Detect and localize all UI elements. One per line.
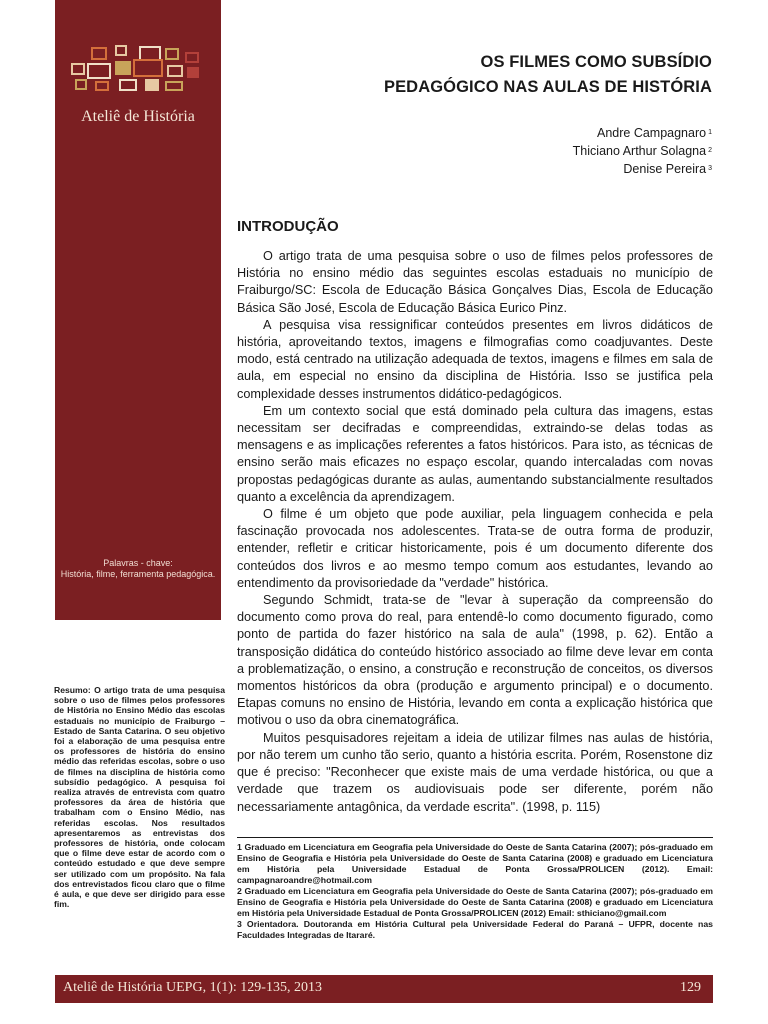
paragraph: O filme é um objeto que pode auxiliar, pela linguagem conhecida e pela fascinação provocada nos adolescentes. Trata-se de outra forma de produzir, entender, refletir e criticar historicamente, pois é um documento diferente dos conteúdos dos livros e ao mesmo tempo comum aos estudantes, levando ao entendimento da provisoriedade da "verdade" histórica.	[237, 507, 713, 590]
paragraph: O artigo trata de uma pesquisa sobre o uso de filmes pelos professores de História no ensino médio das seguintes escolas estaduais no município de Fraiburgo/SC: Escola de Educação Básica Gonçalves Dias, Escola de Educação Básica São José, Escola de Educação Básica Eurico Pinz.	[237, 249, 713, 315]
author-list	[412, 124, 712, 178]
footnote: 2 Graduado em Licenciatura em Geografia pela Universidade do Oeste de Santa Catarina (2007); pós-graduado em Ensino de Geografia e História pela Universidade do Oeste de Santa Catarina (2008) e graduado em Licenciatura em História pela Universidade Estadual de Ponta Grossa/PROLICEN (2012) Email: sthiciano@gmail.com	[237, 886, 713, 918]
author: Thiciano Arthur Solagna $^2$	[572, 144, 712, 158]
paragraph: Em um contexto social que está dominado pela cultura das imagens, estas necessitam ser decifradas e compreendidas, extraindo-se delas todas as mensagens e as implicações referentes a fatos históricos. Para isto, as técnicas de ensino serão mais eficazes no espaço escolar, quando intercaladas com novas propostas pedagógicas durante as aulas, aumentando substancialmente resultados quanto a excelência da aprendizagem.	[237, 403, 713, 504]
keywords-label: Palavras - chave:	[103, 558, 173, 568]
abstract: Resumo: O artigo trata de uma pesquisa sobre o uso de filmes pelos professores de História no Ensino Médio das escolas estaduais no município de Fraiburgo – Estado de Santa Catarina. O seu objetivo foi a elaboração de uma pesquisa entre os professores de história do ensino médio das referidas escolas, sobre o uso de filmes na disciplina de história como subsídio pedagógico. A pesquisa foi realiza através de entrevista com quatro professores da área de história que trabalham com o Ensino Médio, nas referidas escolas. Nos resultados apresentaremos as entrevistas dos professores de história, onde colocam que o filme deve estar de acordo com o conteúdo estudado e que deve sempre ser utilizado com um propósito. Na fala dos entrevistados ficou claro que o filme é aula, e que deve ser dirigido para esse fim.	[54, 685, 225, 910]
title-line: PEDAGÓGICO NAS AULAS DE HISTÓRIA	[383, 78, 712, 96]
title-line: OS FILMES COMO SUBSÍDIO	[480, 53, 712, 71]
journal-citation: Ateliê de História UEPG, 1(1): 129-135, 2013	[63, 980, 322, 995]
footnote: 3 Orientadora. Doutoranda em História Cultural pela Universidade Federal do Paraná – UFPR, docente nas Faculdades Integradas de Itararé.	[237, 919, 713, 940]
keywords-list: História, filme, ferramenta pedagógica.	[60, 569, 216, 579]
sidebar-panel	[55, 0, 221, 620]
footer-bar	[55, 975, 713, 1003]
footnotes	[237, 842, 713, 941]
paragraph: A pesquisa visa ressignificar conteúdos presentes em livros didáticos de história, aproveitando textos, imagens e filmografias como coadjuvantes. Deste modo, está centrado na utilização adequada de textos, imagens e filmes em sala de aula, em especial no ensino da disciplina de História. Isso se justifica pela complexidade desses instrumentos didático-pedagógicos.	[237, 317, 713, 401]
paragraph: Muitos pesquisadores rejeitam a ideia de utilizar filmes nas aulas de história, por não terem um cunho tão serio, quanto a história escrita. Porém, Rosenstone diz que é preciso: "Reconhecer que existe mais de uma verdade histórica, ou que a verdade que trazem os audiovisuais pode ser diferente, porém não necessariamente antagônica, da verdade escrita". (1998, p. 115)	[237, 730, 713, 814]
keywords	[55, 558, 221, 580]
paragraph: Segundo Schmidt, trata-se de "levar à superação da compreensão do documento como prova do real, para entendê-lo como documento figurado, como ponto de partida do fazer histórico na sala de aula" (1998, p. 62). Então a transposição didática do conteúdo histórico associado ao filme deve levar em conta a problematização, o ensino, a construção e reconstrução de conceitos, os diversos momentos históricos da obra (produção e argumento principal) e o documento. Etapas comuns no ensino de História, levando em conta a explicação histórica que motivou o uso da obra cinematográfica.	[237, 593, 713, 728]
logo-icon	[70, 44, 210, 92]
page-number: 129	[680, 980, 701, 995]
article-title	[332, 50, 712, 100]
footnote-divider	[237, 837, 713, 838]
author: Denise Pereira $^3$	[623, 162, 712, 176]
body-text	[237, 248, 713, 816]
footnote: 1 Graduado em Licenciatura em Geografia pela Universidade do Oeste de Santa Catarina (2007); pós-graduado em Ensino de Geografia e História pela Universidade do Oeste de Santa Catarina (2008) e graduado em Licenciatura em História pela Universidade Estadual de Ponta Grossa/PROLICEN (2012). Email: campagnaroandre@hotmail.com	[237, 842, 713, 885]
author: Andre Campagnaro $^1$	[596, 126, 712, 140]
logo-text: Ateliê de História	[81, 108, 195, 125]
section-heading: INTRODUÇÃO	[237, 218, 339, 235]
